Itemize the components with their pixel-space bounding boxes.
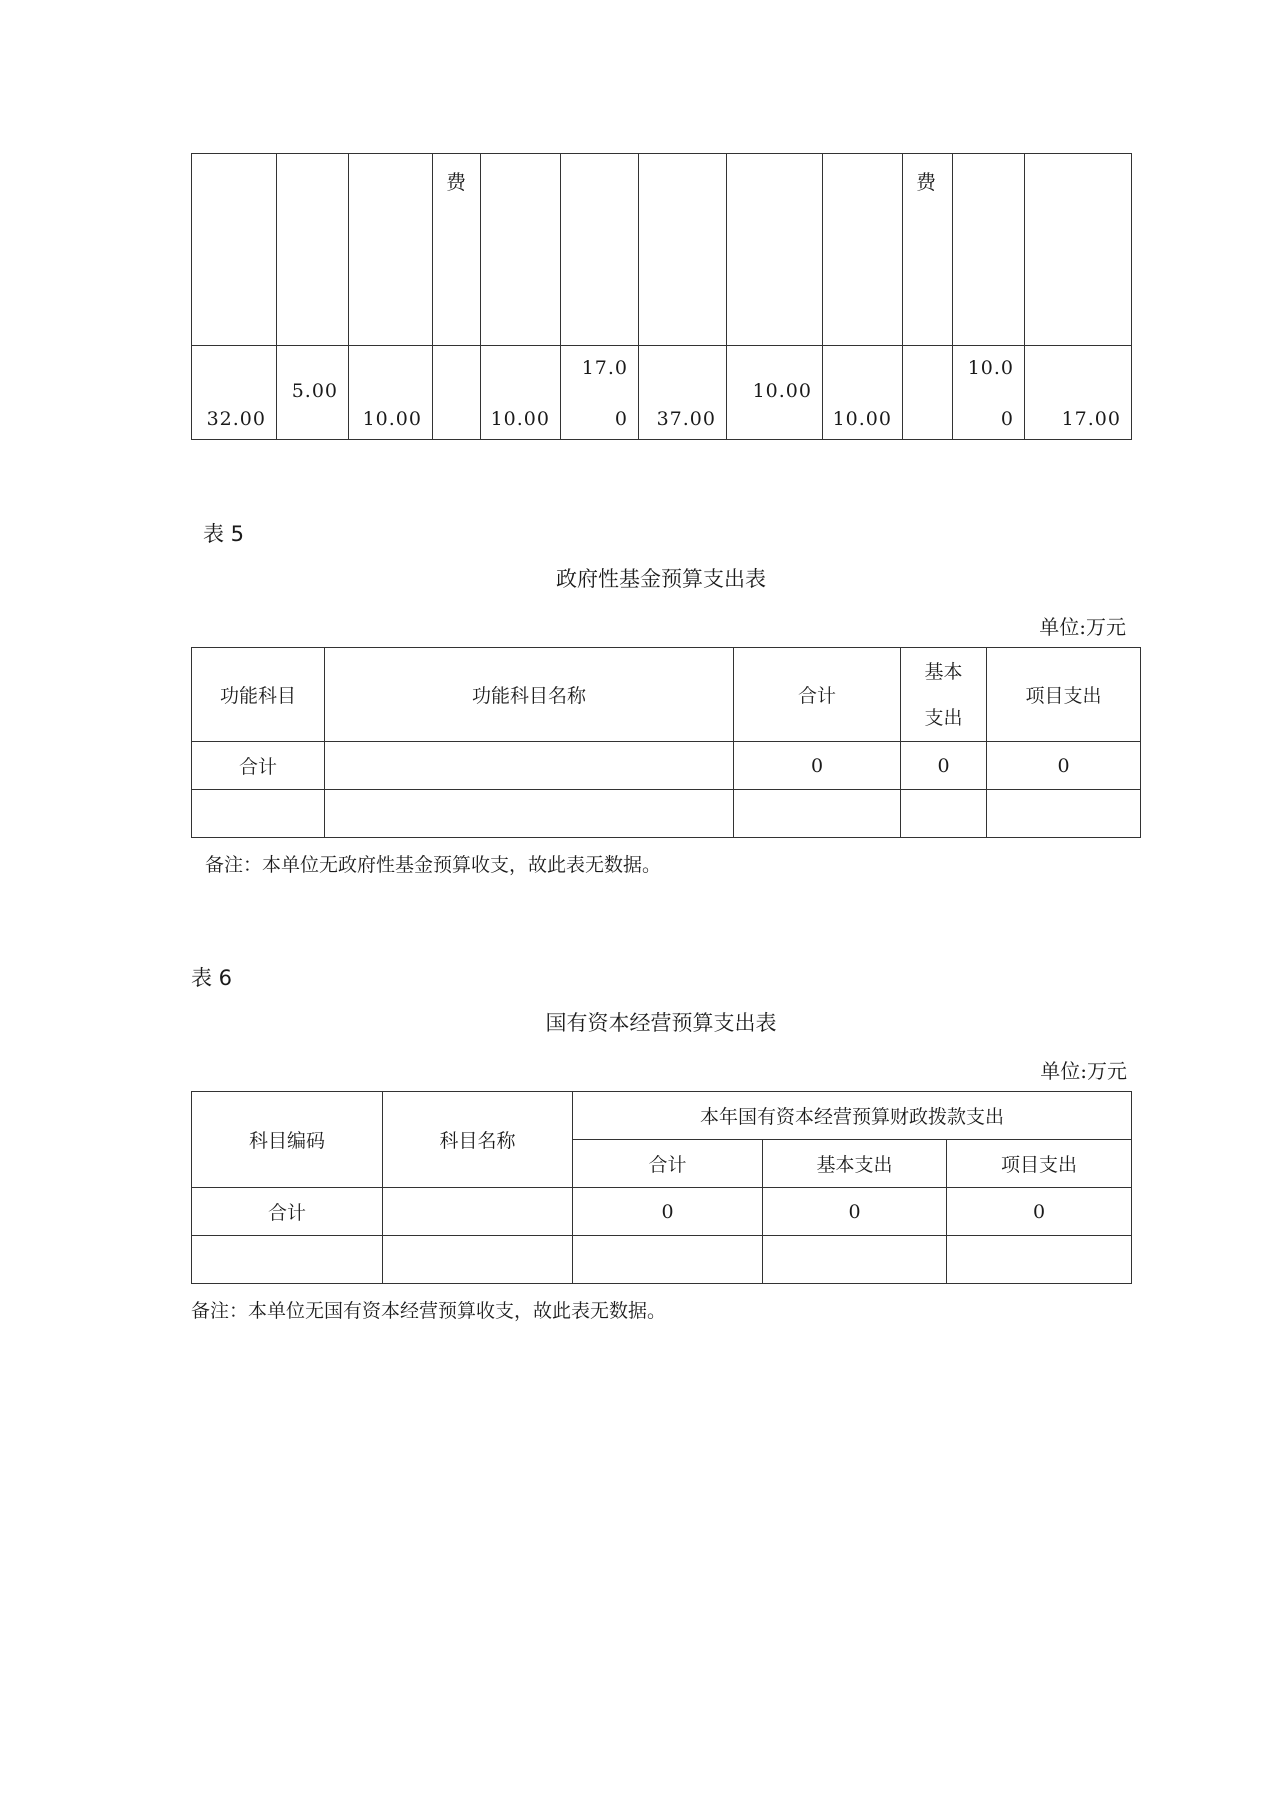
header-basic-line2: 支出 — [924, 706, 963, 729]
table6-title: 国有资本经营预算支出表 — [545, 1011, 777, 1035]
cell-value: 10.0 — [967, 357, 1014, 379]
table5-empty-row — [192, 790, 1141, 838]
table6-tag: 表 6 — [191, 966, 233, 990]
header-basic — [901, 648, 987, 742]
cell-value: 10.00 — [362, 408, 422, 430]
project-value: 0 — [987, 742, 1141, 790]
header-code: 功能科目 — [192, 648, 325, 742]
total-label: 合计 — [192, 742, 325, 790]
header-fee-label: 费 — [916, 170, 936, 194]
table5-total-row — [192, 742, 1141, 790]
header-total: 合计 — [734, 648, 901, 742]
table5-header-row — [192, 648, 1141, 742]
table4-header-row — [192, 154, 1132, 346]
table6-empty-row — [192, 1236, 1132, 1284]
header-name: 科目名称 — [383, 1092, 573, 1188]
table4-value-row — [192, 346, 1132, 440]
header-project: 项目支出 — [947, 1140, 1132, 1188]
total-label: 合计 — [192, 1188, 383, 1236]
header-name: 功能科目名称 — [325, 648, 734, 742]
total-value: 0 — [734, 742, 901, 790]
header-total: 合计 — [573, 1140, 763, 1188]
table6-note: 备注：本单位无国有资本经营预算收支，故此表无数据。 — [191, 1300, 667, 1322]
table5-unit: 单位:万元 — [1039, 615, 1126, 639]
basic-value: 0 — [901, 742, 987, 790]
cell-value: 37.00 — [656, 408, 716, 430]
cell-value: 17.0 — [581, 357, 628, 379]
cell-value: 0 — [614, 408, 628, 430]
header-fee-label: 费 — [446, 170, 466, 194]
total-value: 0 — [573, 1188, 763, 1236]
cell-value: 32.00 — [206, 408, 266, 430]
header-basic: 基本支出 — [763, 1140, 947, 1188]
cell-value: 17.00 — [1061, 408, 1121, 430]
table6-total-row — [192, 1188, 1132, 1236]
basic-value: 0 — [763, 1188, 947, 1236]
table6 — [191, 1091, 1132, 1284]
table6-header-row1 — [192, 1092, 1132, 1140]
table4-continued — [191, 153, 1132, 440]
header-group: 本年国有资本经营预算财政拨款支出 — [573, 1092, 1132, 1140]
table5 — [191, 647, 1141, 838]
cell-value: 0 — [1000, 408, 1014, 430]
cell-value: 10.00 — [490, 408, 550, 430]
table5-note: 备注：本单位无政府性基金预算收支，故此表无数据。 — [205, 854, 662, 876]
header-code: 科目编码 — [192, 1092, 383, 1188]
cell-value: 10.00 — [752, 380, 812, 402]
cell-value: 5.00 — [291, 380, 338, 402]
project-value: 0 — [947, 1188, 1132, 1236]
cell-value: 10.00 — [832, 408, 892, 430]
header-basic-line1: 基本 — [924, 660, 963, 683]
table6-unit: 单位:万元 — [1040, 1059, 1127, 1083]
table5-tag: 表 5 — [203, 522, 245, 546]
header-project: 项目支出 — [987, 648, 1141, 742]
table5-title: 政府性基金预算支出表 — [556, 567, 766, 591]
